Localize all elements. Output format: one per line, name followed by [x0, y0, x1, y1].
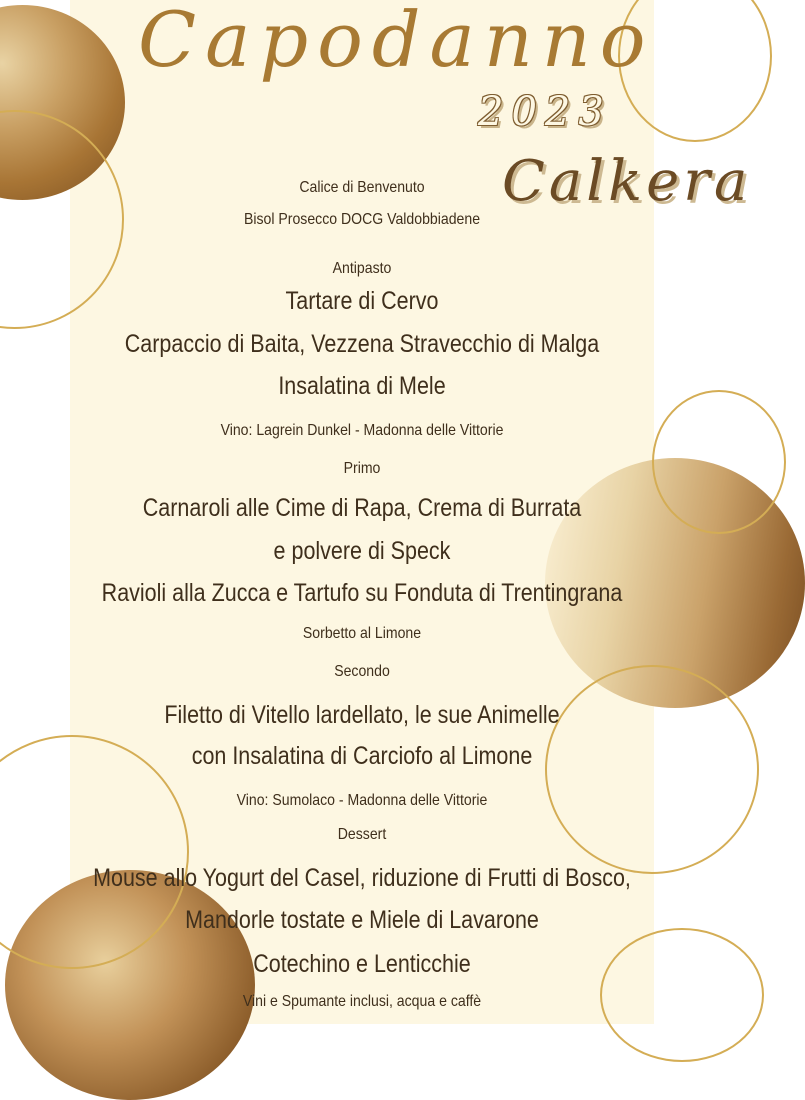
primo-item-2: Ravioli alla Zucca e Tartufo su Fonduta di Trentingrana — [101, 579, 623, 607]
antipasto-item-3: Insalatina di Mele — [278, 372, 446, 400]
antipasto-item-1: Tartare di Cervo — [285, 287, 439, 315]
secondo-heading: Secondo — [334, 663, 390, 680]
dessert-item-1b: Mandorle tostate e Miele di Lavarone — [185, 906, 539, 934]
brand-calkera: Calkera — [502, 149, 752, 214]
antipasto-heading: Antipasto — [332, 260, 392, 277]
primo-item-1b: e polvere di Speck — [273, 537, 451, 565]
secondo-item-1b: con Insalatina di Carciofo al Limone — [191, 742, 533, 770]
dessert-item-1a: Mouse allo Yogurt del Casel, riduzione di Frutti di Bosco, — [93, 864, 631, 892]
welcome-heading: Calice di Benvenuto — [299, 179, 425, 196]
year-2023: 2023 — [478, 89, 612, 135]
footer-note: Vini e Spumante inclusi, acqua e caffè — [242, 993, 482, 1010]
antipasto-wine: Vino: Lagrein Dunkel - Madonna delle Vittorie — [220, 422, 504, 439]
primo-item-1a: Carnaroli alle Cime di Rapa, Crema di Burrata — [142, 494, 582, 522]
secondo-item-1a: Filetto di Vitello lardellato, le sue Animelle — [164, 701, 560, 729]
secondo-wine: Vino: Sumolaco - Madonna delle Vittorie — [236, 792, 488, 809]
primo-heading: Primo — [343, 460, 381, 477]
welcome-wine: Bisol Prosecco DOCG Valdobbiadene — [243, 211, 481, 228]
antipasto-item-2: Carpaccio di Baita, Vezzena Stravecchio di Malga — [124, 330, 600, 358]
sorbetto: Sorbetto al Limone — [302, 625, 422, 642]
dessert-heading: Dessert — [337, 826, 387, 843]
title-capodanno: Capodanno — [138, 0, 655, 84]
dessert-item-2: Cotechino e Lenticchie — [253, 950, 471, 978]
